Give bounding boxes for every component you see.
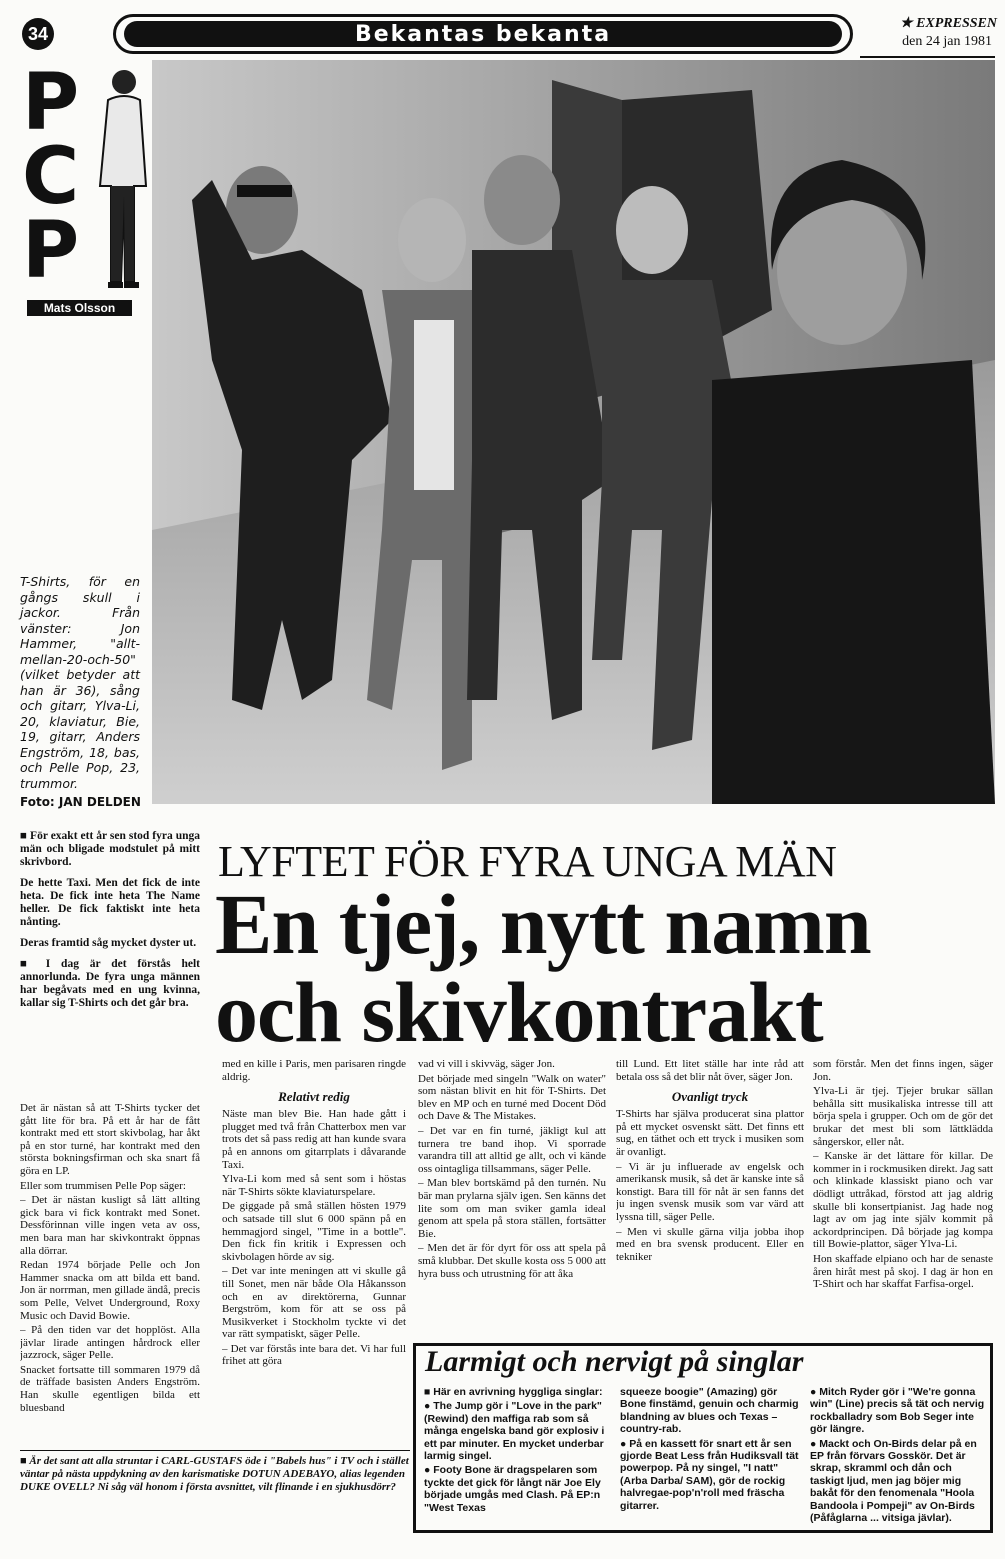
body-paragraph: – Det är nästan kusligt så lätt allting gick bara vi fick kontrakt med Sonet. Dessförinnan ville ingen veta av oss, men bara man har skivkontrakt öppnas alla dörrar. [20,1194,200,1257]
section-banner [113,14,853,54]
body-paragraph: – Men vi skulle gärna vilja jobba ihop med en bra svensk producent. Eller en tekniker [616,1225,804,1263]
article-column-1 [20,1102,200,1440]
singles-item: ● The Jump gör i "Love in the park" (Rewind) den maffiga rab som så många engelska band gör explosiv i ett par minuter. En mycket underbar larmig singel. [424,1400,605,1463]
article-column-3 [418,1058,606,1340]
columnist-byline: Mats Olsson [27,300,132,316]
body-paragraph: som förstår. Men det finns ingen, säger Jon. [813,1058,993,1083]
pop-letter-p2: P [22,206,80,296]
lead-paragraph: Deras framtid såg mycket dyster ut. [20,937,197,949]
body-paragraph: – Vi är ju influerade av engelsk och amerikansk musik, så det är kanske inte så konstigt. Bara till för nåt är sen fanns det ju ingen svensk musik som var värd att lyssna till, säger Pelle. [616,1160,804,1223]
article-column-5 [813,1058,993,1340]
pop-logo-letters [22,58,82,296]
body-paragraph: Det började med singeln "Walk on water" som nästan blivit en hit för T-Shirts. Det blev en MP och en turné med Docent Död och Dave & The Mistakes. [418,1072,606,1123]
lead-paragraph: De hette Taxi. Men det fick de inte heta. De fick inte heta The Name heller. De fick faktiskt inte heta nånting. [20,877,200,928]
singles-item: ● Mackt och On-Birds delar på en EP från förvars Gosskör. Det är skrap, skramml och dån och taskigt ljud, men jag böjer mig bakåt för den fenomenala "Hoola Bandoola i Pompeji" av On-Birds (Påfåglarna ... vitsiga jävlar). [810,1437,977,1525]
section-title: Bekantas bekanta [354,21,612,47]
photo-credit: Foto: JAN DELDEN [20,795,141,809]
body-paragraph: till Lund. Ett litet ställe har inte råd att betala oss så det blir nåt över, säger Jon. [616,1058,804,1083]
body-paragraph: T-Shirts har själva producerat sina plattor på ett mycket osvenskt sätt. Det finns ett sug, en täthet och ett tryck i musiken som är ovanligt. [616,1108,804,1158]
newspaper-name: ★ EXPRESSEN [900,16,997,31]
singles-column-3 [810,1386,986,1526]
singles-item: ■ Här en avrivning hyggliga singlar: [424,1386,603,1398]
article-column-4 [616,1058,804,1340]
singles-item: ● Mitch Ryder gör i "We're gonna win" (Line) precis så tät och nervig rockballadry som Bob Seger inte gör längre. [810,1386,985,1436]
body-paragraph: – Det var inte meningen att vi skulle gå till Sonet, men när både Ola Håkansson och en av direktörerna, Gunnar Bergström, kom för att se oss på Musikverket i Stockholm tyckte vi det var rätt sympatiskt, säger Pelle. [222,1265,406,1341]
body-paragraph: vad vi vill i skivväg, säger Jon. [418,1058,555,1070]
body-paragraph: De giggade på små ställen hösten 1979 och satsade till slut 6 000 spänn på en hemmagjord singel, "Time in a bottle". Den fick fin kritik i Expressen och skivbolagen hörde av sig. [222,1200,406,1263]
body-paragraph: – Men det är för dyrt för oss att spela på små klubbar. Det skulle kosta oss 5 000 att hyra buss och utrustning för att åka [418,1242,606,1280]
body-paragraph: Hon skaffade elpiano och har de senaste åren hiråt mest på skoj. I dag är hon en T-Shirt och har skaffat Farfisa-orgel. [813,1252,993,1291]
body-paragraph: med en kille i Paris, men parisaren ringde aldrig. [222,1058,406,1083]
pop-letter-c: C [22,132,80,222]
body-paragraph: Ylva-Li kom med så sent som i höstas när T-Shirts sökte klaviaturspelare. [222,1173,406,1198]
tip-rule [20,1450,410,1451]
pop-letter-p1: P [22,58,80,148]
body-paragraph: – Det var förstås inte bara det. Vi har full frihet att göra [222,1342,406,1368]
article-column-2 [222,1058,406,1440]
page-number: 34 [27,23,49,44]
gossip-tip: ■ Är det sant att alla struntar i CARL-GUSTAFS öde i "Babels hus" i TV och i stället väntar på nästa uppdykning av den karismatiske DOTUN ADEBAYO, alias legenden DUKE OVELL? Ni såg väl honom i första avsnittet, vilt flinande i en sjukhusdörr? [20,1455,409,1493]
page-number-badge [22,18,54,50]
body-paragraph: – Kanske är det lättare för killar. De kommer in i rockmusiken direkt. Jag satt och klinkade klassiskt piano och var dödligt uttråkad, förstod att jag aldrig skulle bli konsertpianist. Jag hade nog lagt av om jag inte själv kommit på ackordprincipen. Då började jag kompa till Bowie-plattor, säger Ylva-Li. [813,1150,993,1251]
issue-date: den 24 jan 1981 [902,34,992,49]
headline-line-2: och skivkontrakt [215,964,823,1060]
subheading-ovanligt-tryck: Ovanligt tryck [671,1089,749,1105]
body-paragraph: – På den tiden var det hopplöst. Alla jävlar lirade antingen hårdrock eller jazzrock, säger Pelle. [20,1324,200,1362]
lead-paragraph: ■ I dag är det förstås helt annorlunda. De fyra unga männen har begåvats med en ung kvinna, kallar sig T-Shirts och det går bra. [20,958,200,1009]
body-paragraph: – Det var en fin turné, jäkligt kul att turnera tre band ihop. Vi sporrade varandra till att alltid ge allt, och vi kände oss ointagliga tillsammans, säger Pelle. [418,1124,606,1175]
body-paragraph: Ylva-Li är tjej. Tjejer brukar sällan behålla sitt musikaliska intresse till att börja spela i grupper. Och om de gör det brukar det mest bli som lättklädda sångerskor, eller nåt. [813,1085,993,1148]
body-paragraph: Redan 1974 började Pelle och Jon Hammer snacka om att bilda ett band. Jon är norrman, men gillade ändå, precis som Pelle, Velvet Underground, Roxy Music och David Bowie. [20,1259,200,1322]
body-paragraph: Näste man blev Bie. Han hade gått i plugget med två från Chatterbox men var trots det så pass redig att han kunde svara på en annons om gitarrplats i dåvarande Taxi. [222,1108,406,1171]
header-rule [860,56,995,58]
singles-title: Larmigt och nervigt på singlar [425,1345,804,1378]
columnist-figure-icon [94,66,150,291]
body-paragraph: Eller som trummisen Pelle Pop säger: [20,1179,186,1192]
singles-item: squeeze boogie" (Amazing) gör Bone finstämd, genuin och charmig blandning av blues och Texas – country-rab. [620,1386,799,1436]
singles-item: ● På en kassett för snart ett år sen gjorde Beat Less från Hudiksvall tät powerpop. På ny singel, "I natt" (Arba Darba/ SAM), gör de rockig halvregae-pop'n'roll med fräscha gitarrer. [620,1437,799,1512]
body-paragraph: Det är nästan så att T-Shirts tycker det gått lite för bra. På ett år har de fått kontrakt med ett stort skivbolag, har åkt på en stor turné, har kontrakt med den största bokningsfirman och ska snart få göra en LP. [20,1102,200,1177]
article-lead [20,830,200,1098]
body-paragraph: Snacket fortsatte till sommaren 1979 då de träffade basisten Anders Engström. Han skulle egentligen bilda ett bluesband [20,1363,200,1414]
pop-column-logo [22,58,134,316]
body-paragraph: – Man blev bortskämd på den turnén. Nu bär man prylarna själv igen. Sen känns det lite som om man sviker gamla ideal genom att spela på stora ställen, fortsätter Bie. [418,1177,606,1240]
headline-line-1: En tjej, nytt namn [215,876,871,972]
headline-kicker: LYFTET FÖR FYRA UNGA MÄN [218,837,837,886]
singles-column-1 [424,1386,610,1526]
photo-caption: T-Shirts, för en gångs skull i jackor. Från vänster: Jon Hammer, "allt-mellan-20-och-50" (vilket betyder att han är 36), sång och gitarr, Ylva-Li, 20, klaviatur, Bie, 19, gitarr, Anders Engström, 18, bas, och Pelle Pop, 23, trummor. [20,574,140,791]
singles-column-2 [620,1386,800,1526]
singles-item: ● Footy Bone är dragspelaren som tyckte det gick för långt när Joe Ely började umgås med Clash. På EP:n "West Texas [424,1464,601,1514]
subheading-relativt-redig: Relativt redig [278,1089,350,1105]
band-photo [152,60,995,804]
lead-paragraph: ■ För exakt ett år sen stod fyra unga män och bligade modstulet på mitt skrivbord. [20,830,200,868]
